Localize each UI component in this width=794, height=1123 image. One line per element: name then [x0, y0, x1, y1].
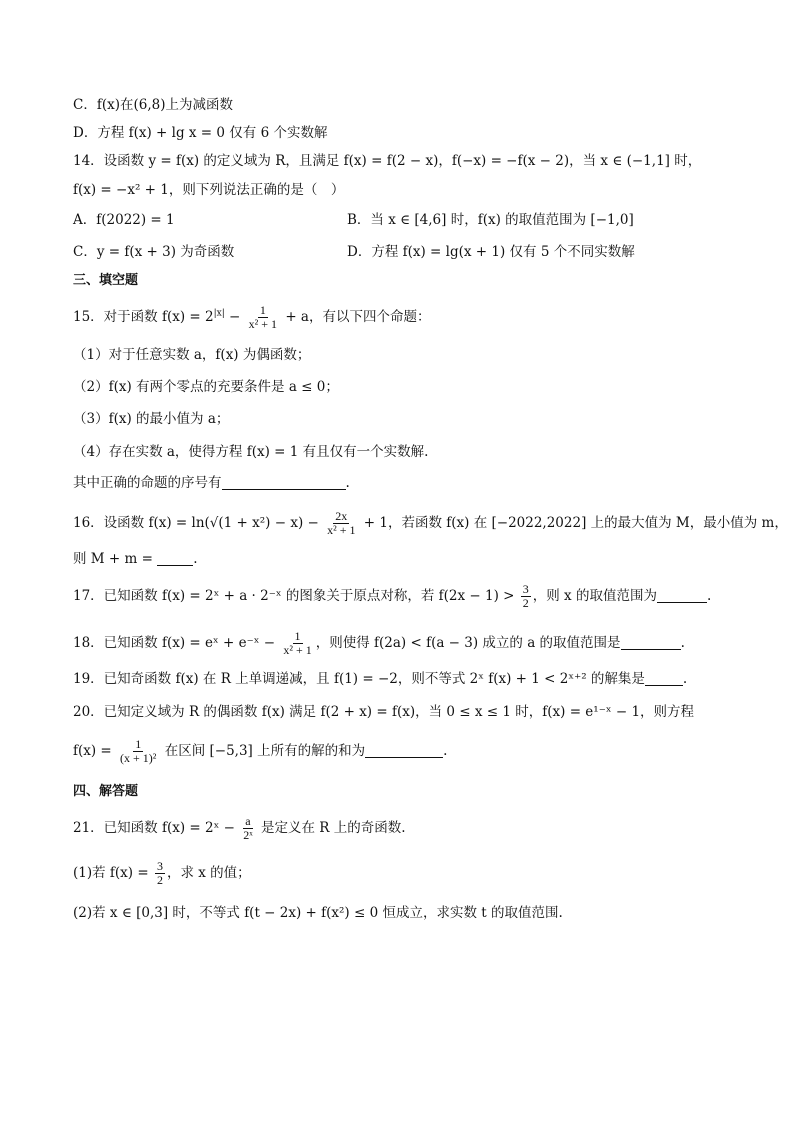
- question-19-stem: [73, 670, 687, 688]
- q19-answer-blank[interactable]: [645, 671, 683, 686]
- q21-part1-denominator: 2: [156, 873, 163, 887]
- q16-text-b: + 1，若函数 f(x) 在 [−2022,2022] 上的最大值为 M，最小值为 m，: [359, 515, 788, 531]
- q20-answer-blank[interactable]: [365, 743, 443, 758]
- q17-text-a: 17．已知函数 f(x) = 2ˣ + a · 2⁻ˣ 的图象关于原点对称，若 f(2x − 1) >: [73, 588, 519, 604]
- q18-text-b: ，则使得 f(2a) < f(a − 3) 成立的 a 的取值范围是: [315, 635, 621, 651]
- q17-answer-end: .: [706, 588, 712, 604]
- q16-fraction: [325, 510, 357, 537]
- q16-answer-prompt: 则 M + m =: [73, 551, 158, 567]
- option-14c: C．y = f(x + 3) 为奇函数: [73, 244, 235, 260]
- q15-text-b: −: [224, 309, 245, 325]
- q16-denominator: x² + 1: [327, 523, 356, 537]
- question-17-stem: [73, 583, 711, 610]
- q18-denominator: x² + 1: [283, 643, 312, 657]
- q15-proposition-4: （4）存在实数 a，使得方程 f(x) = 1 有且仅有一个实数解.: [73, 444, 429, 460]
- q20-denominator: (x + 1)²: [120, 751, 157, 765]
- question-18-stem: [73, 630, 685, 657]
- q15-proposition-3: （3）f(x) 的最小值为 a；: [73, 411, 230, 427]
- question-14-stem: 14．设函数 y = f(x) 的定义域为 R，且满足 f(x) = f(2 − x)，f(−x) = −f(x − 2)，当 x ∈ (−1,1] 时，: [73, 153, 702, 169]
- q20-numerator: 1: [135, 737, 142, 751]
- q15-fraction: [247, 304, 279, 331]
- q15-text-a: 15．对于函数 f(x) = 2: [73, 309, 214, 325]
- q21-part1-numerator: 3: [156, 859, 163, 873]
- q17-numerator: 3: [522, 582, 529, 596]
- q20-text-b: 在区间 [−5,3] 上所有的解的和为: [160, 743, 366, 759]
- q21-text-b: 是定义在 R 上的奇函数.: [256, 820, 406, 836]
- q18-answer-blank[interactable]: [621, 635, 681, 650]
- q21-fraction: [241, 815, 254, 842]
- option-14d: D．方程 f(x) = lg(x + 1) 仅有 5 个不同实数解: [347, 244, 635, 260]
- q19-answer-end: .: [682, 671, 688, 687]
- q16-answer-line: [73, 550, 198, 568]
- q16-answer-blank[interactable]: [157, 551, 193, 566]
- q15-answer-line: [73, 474, 350, 492]
- q20-answer-end: .: [443, 743, 448, 759]
- q15-answer-prompt: 其中正确的命题的序号有: [73, 475, 222, 491]
- option-13c: C．f(x)在(6,8)上为减函数: [73, 97, 233, 113]
- q15-denominator: x² + 1: [248, 317, 278, 331]
- q19-text: 19．已知奇函数 f(x) 在 R 上单调递减，且 f(1) = −2，则不等式 2ˣ f(x) + 1 < 2ˣ⁺² 的解集是: [73, 671, 645, 687]
- q15-exponent: |x|: [213, 308, 225, 319]
- option-14b: B．当 x ∈ [4,6] 时，f(x) 的取值范围为 [−1,0]: [347, 212, 634, 228]
- q15-proposition-2: （2）f(x) 有两个零点的充要条件是 a ≤ 0；: [73, 379, 339, 395]
- q16-numerator: 2x: [335, 509, 348, 523]
- question-20-stem: 20．已知定义域为 R 的偶函数 f(x) 满足 f(2 + x) = f(x)，当 0 ≤ x ≤ 1 时，f(x) = e¹⁻ˣ − 1，则方程: [73, 704, 695, 720]
- q15-text-c: + a，有以下四个命题：: [281, 309, 431, 325]
- q16-answer-end: .: [193, 551, 198, 567]
- q18-fraction: [281, 630, 313, 657]
- section-heading-fill-in: 三、填空题: [73, 273, 139, 288]
- q21-part1-text-b: ，求 x 的值；: [166, 865, 251, 881]
- q18-answer-end: .: [680, 635, 685, 651]
- question-20-stem-cont: [73, 738, 447, 765]
- question-16-stem: [73, 510, 788, 537]
- question-15-stem: [73, 304, 430, 331]
- q18-numerator: 1: [294, 629, 301, 643]
- q15-answer-blank[interactable]: [222, 475, 346, 490]
- q18-text-a: 18．已知函数 f(x) = eˣ + e⁻ˣ −: [73, 635, 280, 651]
- question-21-stem: [73, 815, 406, 842]
- q15-numerator: 1: [259, 303, 266, 317]
- option-13d: D．方程 f(x) + lg x = 0 仅有 6 个实数解: [73, 125, 328, 141]
- q21-numerator: a: [245, 814, 251, 828]
- q17-denominator: 2: [522, 596, 529, 610]
- q17-answer-blank[interactable]: [657, 588, 707, 603]
- q17-text-b: ，则 x 的取值范围为: [532, 588, 657, 604]
- q16-text-a: 16．设函数 f(x) = ln(√(1 + x²) − x) −: [73, 515, 324, 531]
- q15-answer-end: .: [345, 475, 350, 491]
- q21-denominator: 2ˣ: [243, 828, 253, 842]
- q21-part-2: (2)若 x ∈ [0,3] 时，不等式 f(t − 2x) + f(x²) ≤ 0 恒成立，求实数 t 的取值范围.: [73, 905, 563, 921]
- q20-fraction: [118, 738, 158, 765]
- q21-text-a: 21．已知函数 f(x) = 2ˣ −: [73, 820, 240, 836]
- option-14a: A．f(2022) = 1: [73, 212, 175, 228]
- question-14-stem-cont: f(x) = −x² + 1，则下列说法正确的是（ ）: [73, 182, 345, 198]
- q17-fraction: [521, 583, 531, 610]
- section-heading-solution: 四、解答题: [73, 784, 139, 799]
- q21-part1-text-a: (1)若 f(x) =: [73, 865, 153, 881]
- q21-part1-fraction: [155, 860, 165, 887]
- q21-part-1: [73, 860, 251, 887]
- q20-text-a: f(x) =: [73, 743, 117, 759]
- q15-proposition-1: （1）对于任意实数 a，f(x) 为偶函数；: [73, 347, 311, 363]
